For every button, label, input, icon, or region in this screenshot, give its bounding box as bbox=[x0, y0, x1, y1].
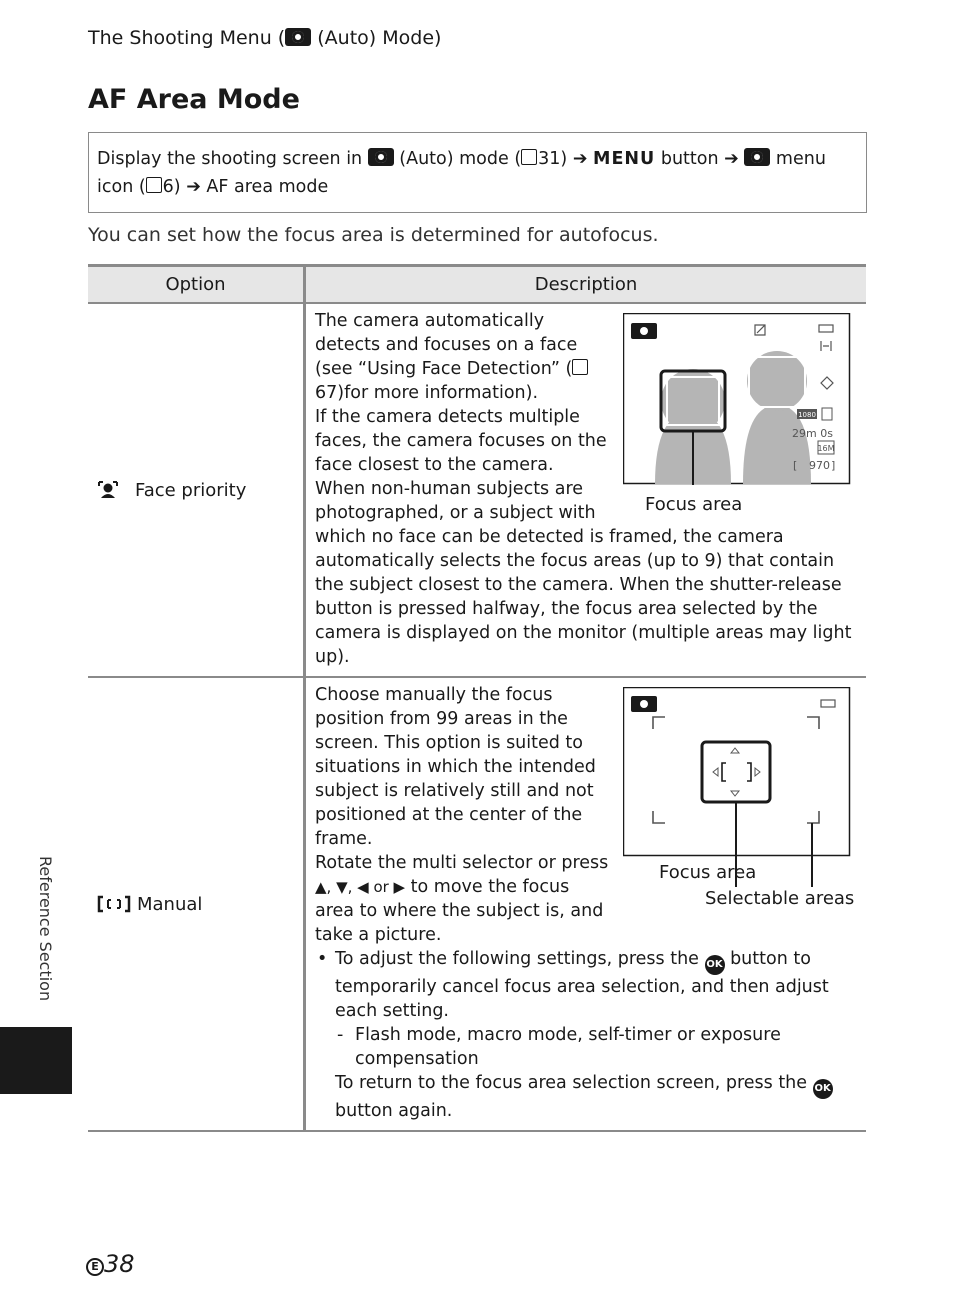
page-number: E 38 bbox=[86, 1250, 135, 1278]
manual-bullet: • To adjust the following settings, press the OK button to temporarily cancel focus area selection, and then adjust each setting. bbox=[315, 947, 857, 1023]
selectable-areas-label: Selectable areas bbox=[705, 888, 855, 909]
svg-text:29m 0s: 29m 0s bbox=[792, 427, 833, 440]
svg-text:[: [ bbox=[793, 459, 798, 472]
book-reference-icon bbox=[146, 177, 162, 193]
nav-text: 31) ➔ bbox=[538, 149, 594, 169]
book-reference-icon bbox=[572, 359, 588, 375]
description-cell bbox=[305, 303, 867, 677]
camera-icon bbox=[368, 148, 394, 166]
table-row bbox=[88, 303, 866, 677]
monitor-illustration bbox=[623, 313, 857, 485]
manual-area-icon bbox=[97, 895, 131, 913]
option-cell bbox=[88, 303, 305, 677]
nav-text: button ➔ bbox=[655, 149, 745, 169]
navigation-path-box bbox=[88, 132, 867, 213]
camera-icon bbox=[285, 28, 311, 46]
face-priority-figure bbox=[623, 313, 857, 521]
running-header bbox=[88, 27, 441, 49]
menu-button-glyph: MENU bbox=[593, 149, 656, 169]
nav-text: 6) ➔ AF area mode bbox=[162, 177, 329, 197]
manual-text: Choose manually the focus position from 99 areas in the screen. This option is suited to situations in which the intended subject is relatively still and not positioned at the center of the frame. bbox=[315, 685, 596, 849]
manual-text: To return to the focus area selection screen, press the OK button again. bbox=[335, 1073, 831, 1121]
focus-area-label: Focus area bbox=[659, 862, 757, 883]
manual-figure bbox=[623, 687, 857, 917]
option-cell bbox=[88, 677, 305, 1131]
focus-area-label: Focus area bbox=[645, 494, 743, 515]
option-label: Manual bbox=[137, 893, 203, 915]
manual-text: Rotate the multi selector or press ▲, ▼, ◀ or ▶ to move the focus area to where the subject is, and take a picture. bbox=[315, 853, 609, 945]
svg-text:16M: 16M bbox=[817, 444, 835, 453]
face-priority-text: If the camera detects multiple faces, the camera focuses on the face closest to the camera. bbox=[315, 407, 607, 475]
nav-text: menu icon ( bbox=[97, 149, 826, 197]
description-column-header: Description bbox=[305, 266, 867, 304]
svg-text:970: 970 bbox=[809, 459, 830, 472]
options-table bbox=[88, 264, 866, 1132]
option-column-header: Option bbox=[88, 266, 305, 304]
table-row bbox=[88, 677, 866, 1131]
option-label: Face priority bbox=[135, 479, 247, 501]
face-priority-text: The camera automatically detects and focuses on a face (see “Using Face Detection” (67)for more information). bbox=[315, 309, 857, 405]
svg-text:1080: 1080 bbox=[798, 411, 816, 419]
camera-icon bbox=[744, 148, 770, 166]
ok-button-icon: OK bbox=[813, 1079, 833, 1099]
nav-text: Display the shooting screen in bbox=[97, 149, 368, 169]
section-tab-marker bbox=[0, 1027, 72, 1094]
section-side-label: Reference Section bbox=[36, 856, 55, 1002]
ok-button-icon: OK bbox=[705, 955, 725, 975]
description-cell bbox=[305, 677, 867, 1131]
nav-text: (Auto) mode ( bbox=[393, 149, 522, 169]
page-title: AF Area Mode bbox=[88, 84, 300, 115]
manual-dash-item: - Flash mode, macro mode, self-timer or exposure compensation bbox=[315, 1023, 857, 1071]
reference-section-icon: E bbox=[86, 1258, 104, 1276]
svg-text:]: ] bbox=[831, 459, 836, 472]
face-priority-text: When non-human subjects are photographed, or a subject with which no face can be detected is framed, the camera automatically selects the focus areas (up to 9) that contain the subject closest to the camera. When the shutter-release button is pressed halfway, the focus area selected by the camera is displayed on the monitor (multiple areas may light up). bbox=[315, 479, 852, 667]
book-reference-icon bbox=[521, 149, 537, 165]
header-prefix: The Shooting Menu ( bbox=[88, 27, 286, 49]
multi-selector-arrows: ▲, ▼, ◀ or ▶ bbox=[315, 878, 406, 896]
intro-text: You can set how the focus area is determined for autofocus. bbox=[88, 224, 659, 246]
face-priority-icon bbox=[97, 480, 119, 500]
header-suffix: (Auto) Mode) bbox=[311, 27, 442, 49]
